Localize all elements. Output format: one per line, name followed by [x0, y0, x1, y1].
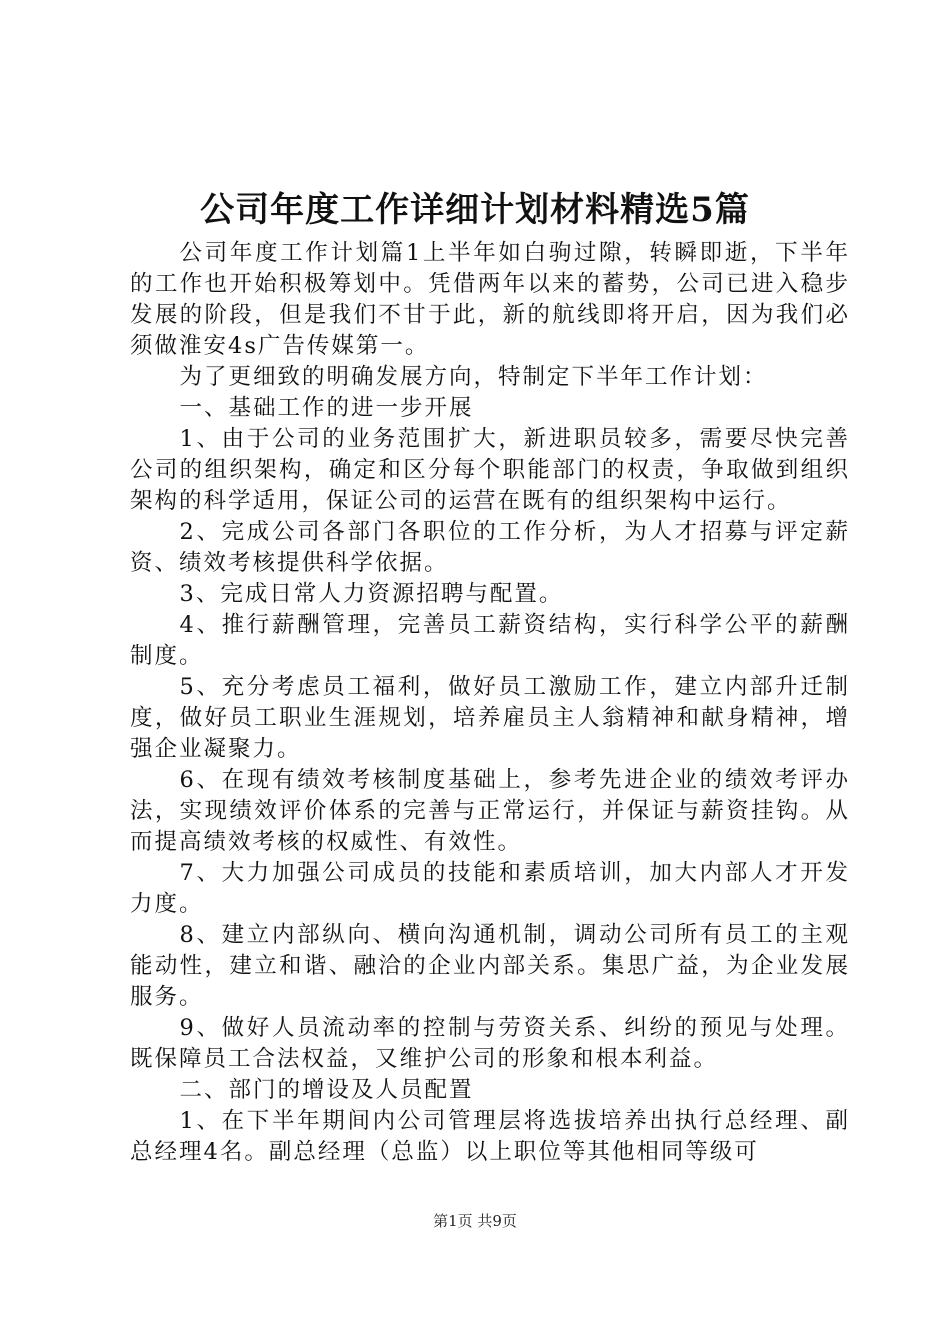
list-item: 2、完成公司各部门各职位的工作分析，为人才招募与评定薪资、绩效考核提供科学依据。 — [130, 519, 850, 576]
section-heading: 二、部门的增设及人员配置 — [179, 1077, 474, 1103]
document-body — [130, 238, 850, 1168]
document-title: 公司年度工作详细计划材料精选5篇 — [200, 190, 750, 230]
list-item: 3、完成日常人力资源招聘与配置。 — [179, 581, 564, 607]
list-item: 4、推行薪酬管理，完善员工薪资结构，实行科学公平的薪酬制度。 — [130, 612, 850, 669]
list-item: 1、由于公司的业务范围扩大，新进职员较多，需要尽快完善公司的组织架构，确定和区分每个职能部门的权责，争取做到组织架构的科学适用，保证公司的运营在既有的组织架构中运行。 — [130, 426, 850, 514]
paragraph: 为了更细致的明确发展方向，特制定下半年工作计划： — [179, 364, 768, 390]
section-heading: 一、基础工作的进一步开展 — [179, 395, 474, 421]
list-item: 8、建立内部纵向、横向沟通机制，调动公司所有员工的主观能动性，建立和谐、融洽的企业内部关系。集思广益，为企业发展服务。 — [130, 922, 850, 1010]
list-item: 6、在现有绩效考核制度基础上，参考先进企业的绩效考评办法，实现绩效评价体系的完善与正常运行，并保证与薪资挂钩。从而提高绩效考核的权威性、有效性。 — [130, 767, 850, 855]
paragraph: 公司年度工作计划篇1上半年如白驹过隙，转瞬即逝，下半年的工作也开始积极筹划中。凭借两年以来的蓄势，公司已进入稳步发展的阶段，但是我们不甘于此，新的航线即将开启，因为我们必须做淮安4s广告传媒第一。 — [130, 240, 850, 359]
list-item: 9、做好人员流动率的控制与劳资关系、纠纷的预见与处理。既保障员工合法权益，又维护公司的形象和根本利益。 — [130, 1015, 850, 1072]
list-item: 1、在下半年期间内公司管理层将选拔培养出执行总经理、副总经理4名。副总经理（总监）以上职位等其他相同等级可 — [130, 1108, 850, 1165]
page-footer: 第1页 共9页 — [433, 1212, 517, 1230]
list-item: 5、充分考虑员工福利，做好员工激励工作，建立内部升迁制度，做好员工职业生涯规划，培养雇员主人翁精神和献身精神，增强企业凝聚力。 — [130, 674, 850, 762]
list-item: 7、大力加强公司成员的技能和素质培训，加大内部人才开发力度。 — [130, 860, 850, 917]
